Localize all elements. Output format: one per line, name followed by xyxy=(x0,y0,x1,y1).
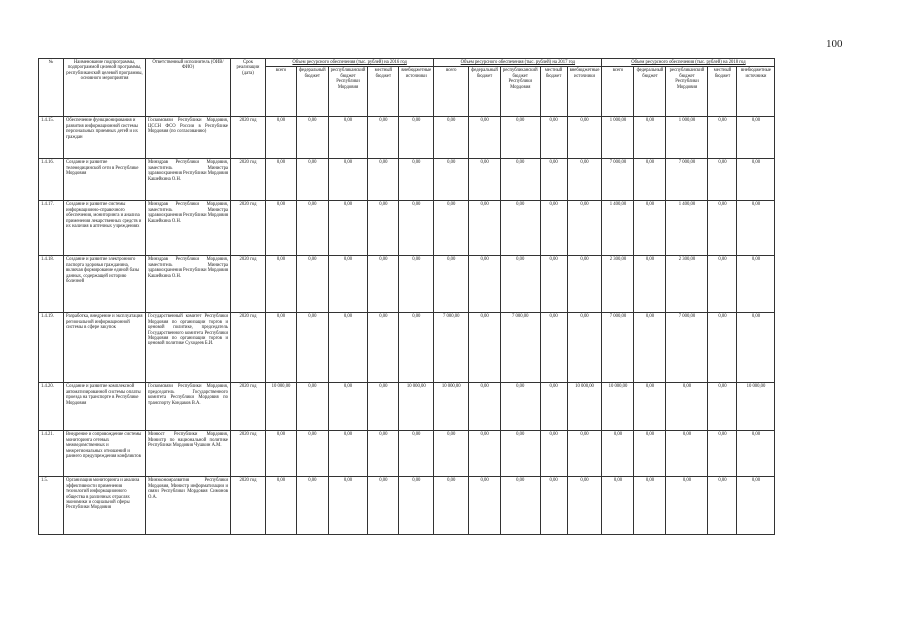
row-value-2018: 0,00 xyxy=(737,201,775,256)
row-value-2017: 0,00 xyxy=(500,117,540,159)
row-value-2018: 1 400,00 xyxy=(666,201,708,256)
row-value-2016: 0,00 xyxy=(297,477,329,535)
row-term: 2020 год xyxy=(231,256,266,313)
row-value-2016: 0,00 xyxy=(266,313,297,383)
row-value-2018: 0,00 xyxy=(708,477,737,535)
table-row xyxy=(39,383,775,431)
header-name: Наименование подпрограммы, подпрограммой целевой программы, республиканской целевой программы, основного мероприятия xyxy=(64,59,146,117)
row-value-2016: 0,00 xyxy=(368,477,399,535)
row-value-2017: 7 000,00 xyxy=(434,313,469,383)
row-value-2017: 0,00 xyxy=(469,431,501,477)
row-value-2017: 0,00 xyxy=(434,201,469,256)
header-sub-extra: внебюджетные источники xyxy=(399,67,434,117)
row-number: 1.4.15. xyxy=(39,117,64,159)
row-number: 1.5. xyxy=(39,477,64,535)
row-value-2018: 0,00 xyxy=(737,313,775,383)
row-value-2017: 0,00 xyxy=(567,201,602,256)
row-value-2017: 0,00 xyxy=(500,383,540,431)
row-value-2016: 10 000,00 xyxy=(266,383,297,431)
header-sub-federal: федеральный бюджет xyxy=(469,67,501,117)
row-value-2017: 0,00 xyxy=(434,477,469,535)
row-value-2018: 0,00 xyxy=(634,431,666,477)
row-value-2017: 0,00 xyxy=(567,256,602,313)
row-value-2018: 0,00 xyxy=(708,159,737,201)
header-sub-federal: федеральный бюджет xyxy=(634,67,666,117)
row-name: Создание и развитие электронного паспорта здоровья гражданина, включая формирование единой базы данных, содержащей историю болезней xyxy=(64,256,146,313)
row-value-2017: 0,00 xyxy=(540,383,567,431)
row-value-2016: 0,00 xyxy=(328,201,368,256)
header-term: Срок реализации (дата) xyxy=(231,59,266,117)
row-value-2018: 0,00 xyxy=(708,201,737,256)
header-sub-republic: республиканский бюджет Республики Мордовия xyxy=(328,67,368,117)
row-value-2017: 0,00 xyxy=(567,159,602,201)
row-value-2016: 0,00 xyxy=(328,431,368,477)
row-value-2017: 0,00 xyxy=(469,117,501,159)
row-responsible: Минэкономразвития Республики Мордовия, Министр информатизации и связи Республики Мордовия Симонов О.А. xyxy=(146,477,231,535)
row-name: Создание и развитие системы информационно-справочного обеспечения, мониторинга и анализа применения лекарственных средств и их наличия в аптечных учреждениях xyxy=(64,201,146,256)
row-value-2016: 0,00 xyxy=(328,256,368,313)
row-value-2017: 0,00 xyxy=(434,431,469,477)
header-group-2017: Объем ресурсного обеспечения (тыс. рублей) на 2017 год xyxy=(434,59,602,67)
header-sub-republic: республиканский бюджет Республики Мордовия xyxy=(500,67,540,117)
row-value-2017: 0,00 xyxy=(567,313,602,383)
row-value-2016: 0,00 xyxy=(297,159,329,201)
row-value-2018: 0,00 xyxy=(634,313,666,383)
row-value-2016: 0,00 xyxy=(399,313,434,383)
header-sub-local: местный бюджет xyxy=(368,67,399,117)
row-value-2018: 1 000,00 xyxy=(666,117,708,159)
row-value-2018: 0,00 xyxy=(602,431,634,477)
header-responsible: Ответственный исполнитель (ОИВ/ФИО) xyxy=(146,59,231,117)
row-value-2016: 0,00 xyxy=(368,159,399,201)
row-name: Создание и развитие комплексной автоматизированной системы оплаты проезда на транспорте в Республике Мордовия xyxy=(64,383,146,431)
row-value-2016: 0,00 xyxy=(297,431,329,477)
row-value-2016: 0,00 xyxy=(368,117,399,159)
header-sub-republic: республиканский бюджет Республики Мордовия xyxy=(666,67,708,117)
row-value-2016: 0,00 xyxy=(297,313,329,383)
row-value-2018: 0,00 xyxy=(737,431,775,477)
row-value-2016: 0,00 xyxy=(266,477,297,535)
row-value-2016: 0,00 xyxy=(328,477,368,535)
header-group-2016: Объем ресурсного обеспечения (тыс. рублей) на 2016 год xyxy=(266,59,434,67)
row-value-2017: 0,00 xyxy=(469,477,501,535)
table-row xyxy=(39,117,775,159)
row-value-2016: 0,00 xyxy=(266,201,297,256)
row-name: Обеспечение функционирования и развития информационной системы персональных приемных детей и их граждан xyxy=(64,117,146,159)
row-responsible: Госкомсвязи Республики Мордовия, ЦССН ФСО России в Республике Мордовия (по согласованию) xyxy=(146,117,231,159)
row-value-2018: 0,00 xyxy=(634,159,666,201)
row-value-2017: 0,00 xyxy=(540,117,567,159)
row-value-2018: 0,00 xyxy=(634,256,666,313)
row-value-2016: 0,00 xyxy=(266,256,297,313)
header-sub-local: местный бюджет xyxy=(540,67,567,117)
row-value-2018: 0,00 xyxy=(737,477,775,535)
row-value-2018: 7 000,00 xyxy=(602,313,634,383)
row-value-2016: 0,00 xyxy=(368,256,399,313)
row-value-2016: 0,00 xyxy=(399,117,434,159)
row-value-2017: 0,00 xyxy=(540,256,567,313)
row-number: 1.4.18. xyxy=(39,256,64,313)
row-value-2018: 10 000,00 xyxy=(737,383,775,431)
row-number: 1.4.16. xyxy=(39,159,64,201)
row-value-2017: 0,00 xyxy=(469,201,501,256)
row-value-2017: 0,00 xyxy=(434,256,469,313)
row-number: 1.4.19. xyxy=(39,313,64,383)
row-name: Внедрение и сопровождение системы мониторинга сетевых межведомственных и межрегиональных отношений и раннего предупреждения конфликтов xyxy=(64,431,146,477)
row-value-2017: 10 000,00 xyxy=(567,383,602,431)
row-name: Создание и развитие телемедицинской сети в Республике Мордовия xyxy=(64,159,146,201)
row-value-2018: 7 000,00 xyxy=(666,159,708,201)
row-value-2016: 0,00 xyxy=(399,477,434,535)
header-sub-extra: внебюджетные источники xyxy=(737,67,775,117)
row-value-2016: 0,00 xyxy=(368,431,399,477)
row-term: 2020 год xyxy=(231,201,266,256)
row-value-2016: 10 000,00 xyxy=(399,383,434,431)
header-no: № xyxy=(39,59,64,117)
header-sub-total: всего xyxy=(434,67,469,117)
table-row xyxy=(39,313,775,383)
row-value-2018: 0,00 xyxy=(737,117,775,159)
row-term: 2020 год xyxy=(231,313,266,383)
row-responsible: Государственный комитет Республики Мордовия по организации торгов и ценовой политике, председатель Государственного комитета Республики Мордовия по организации торгов и ценовой политике Суходеев Б.И. xyxy=(146,313,231,383)
row-value-2018: 0,00 xyxy=(602,477,634,535)
resource-table xyxy=(38,58,775,535)
row-value-2017: 10 000,00 xyxy=(434,383,469,431)
row-value-2016: 0,00 xyxy=(266,431,297,477)
table-row xyxy=(39,477,775,535)
row-term: 2020 год xyxy=(231,383,266,431)
table-body xyxy=(39,117,775,535)
row-name: Организация мониторинга и анализа эффективности применения технологий информационного общества в различных отраслях экономики и социальной сферы Республики Мордовия xyxy=(64,477,146,535)
row-value-2017: 0,00 xyxy=(469,256,501,313)
row-value-2017: 0,00 xyxy=(540,431,567,477)
row-value-2016: 0,00 xyxy=(297,117,329,159)
row-value-2017: 0,00 xyxy=(540,313,567,383)
row-term: 2020 год xyxy=(231,477,266,535)
row-value-2017: 0,00 xyxy=(500,256,540,313)
row-value-2018: 0,00 xyxy=(708,313,737,383)
row-value-2016: 0,00 xyxy=(328,313,368,383)
row-value-2017: 0,00 xyxy=(500,159,540,201)
row-value-2017: 0,00 xyxy=(469,159,501,201)
table-row xyxy=(39,159,775,201)
row-value-2018: 0,00 xyxy=(708,383,737,431)
row-value-2018: 0,00 xyxy=(737,159,775,201)
row-value-2016: 0,00 xyxy=(328,383,368,431)
row-value-2017: 0,00 xyxy=(434,159,469,201)
row-value-2018: 2 300,00 xyxy=(666,256,708,313)
row-responsible: Минздрав Республики Мордовия, заместитель Министра здравоохранения Республики Мордовия Кашейкина О.Н. xyxy=(146,256,231,313)
row-term: 2020 год xyxy=(231,431,266,477)
row-value-2016: 0,00 xyxy=(266,159,297,201)
row-value-2018: 1 000,00 xyxy=(602,117,634,159)
table-row xyxy=(39,431,775,477)
table-row xyxy=(39,201,775,256)
row-value-2018: 0,00 xyxy=(634,383,666,431)
row-value-2018: 7 000,00 xyxy=(666,313,708,383)
table-row xyxy=(39,256,775,313)
row-value-2016: 0,00 xyxy=(297,256,329,313)
row-value-2017: 0,00 xyxy=(567,477,602,535)
row-value-2016: 0,00 xyxy=(368,383,399,431)
row-number: 1.4.21. xyxy=(39,431,64,477)
row-value-2016: 0,00 xyxy=(328,117,368,159)
row-value-2016: 0,00 xyxy=(399,256,434,313)
row-value-2017: 0,00 xyxy=(469,313,501,383)
header-sub-federal: федеральный бюджет xyxy=(297,67,329,117)
header-group-2018: Объем ресурсного обеспечения (тыс. рублей) на 2018 год xyxy=(602,59,775,67)
row-value-2017: 0,00 xyxy=(500,431,540,477)
row-value-2017: 0,00 xyxy=(434,117,469,159)
header-sub-total: всего xyxy=(266,67,297,117)
row-responsible: Минюст Республики Мордовия, Министр по национальной политике Республики Мордовия Чушкин А.М. xyxy=(146,431,231,477)
header-sub-extra: внебюджетные источники xyxy=(567,67,602,117)
row-value-2017: 7 000,00 xyxy=(500,313,540,383)
row-value-2017: 0,00 xyxy=(540,477,567,535)
row-value-2017: 0,00 xyxy=(500,201,540,256)
row-value-2018: 0,00 xyxy=(708,117,737,159)
row-value-2018: 1 400,00 xyxy=(602,201,634,256)
header-sub-total: всего xyxy=(602,67,634,117)
row-responsible: Госкомсвязи Республики Мордовия, председатель Государственного комитета Республики Мордовия по транспорту Кондаков В.А. xyxy=(146,383,231,431)
row-value-2018: 0,00 xyxy=(634,477,666,535)
row-value-2018: 0,00 xyxy=(708,256,737,313)
row-value-2018: 0,00 xyxy=(666,431,708,477)
row-value-2018: 7 000,00 xyxy=(602,159,634,201)
row-value-2016: 0,00 xyxy=(399,159,434,201)
row-value-2018: 0,00 xyxy=(708,431,737,477)
header-sub-local: местный бюджет xyxy=(708,67,737,117)
row-value-2017: 0,00 xyxy=(567,431,602,477)
row-name: Разработка, внедрение и эксплуатация региональной информационной системы в сфере закупок xyxy=(64,313,146,383)
row-value-2017: 0,00 xyxy=(540,159,567,201)
row-responsible: Минздрав Республики Мордовия, заместитель Министра здравоохранения Республики Мордовия Кашейкина О.Н. xyxy=(146,201,231,256)
row-value-2018: 2 300,00 xyxy=(602,256,634,313)
row-value-2016: 0,00 xyxy=(266,117,297,159)
row-number: 1.4.17. xyxy=(39,201,64,256)
row-value-2018: 10 000,00 xyxy=(602,383,634,431)
row-value-2018: 0,00 xyxy=(666,477,708,535)
row-value-2018: 0,00 xyxy=(634,201,666,256)
row-value-2018: 0,00 xyxy=(737,256,775,313)
row-value-2017: 0,00 xyxy=(469,383,501,431)
page-number: 100 xyxy=(826,38,843,50)
row-value-2017: 0,00 xyxy=(567,117,602,159)
row-value-2016: 0,00 xyxy=(399,431,434,477)
row-number: 1.4.20. xyxy=(39,383,64,431)
row-value-2018: 0,00 xyxy=(634,117,666,159)
row-value-2016: 0,00 xyxy=(297,201,329,256)
row-value-2017: 0,00 xyxy=(500,477,540,535)
row-value-2016: 0,00 xyxy=(368,313,399,383)
row-responsible: Минздрав Республики Мордовия, заместитель Министра здравоохранения Республики Мордовия Кашейкина О.Н. xyxy=(146,159,231,201)
row-value-2016: 0,00 xyxy=(399,201,434,256)
row-value-2016: 0,00 xyxy=(297,383,329,431)
row-value-2017: 0,00 xyxy=(540,201,567,256)
row-term: 2020 год xyxy=(231,159,266,201)
row-value-2016: 0,00 xyxy=(328,159,368,201)
row-value-2018: 0,00 xyxy=(666,383,708,431)
row-value-2016: 0,00 xyxy=(368,201,399,256)
row-term: 2020 год xyxy=(231,117,266,159)
